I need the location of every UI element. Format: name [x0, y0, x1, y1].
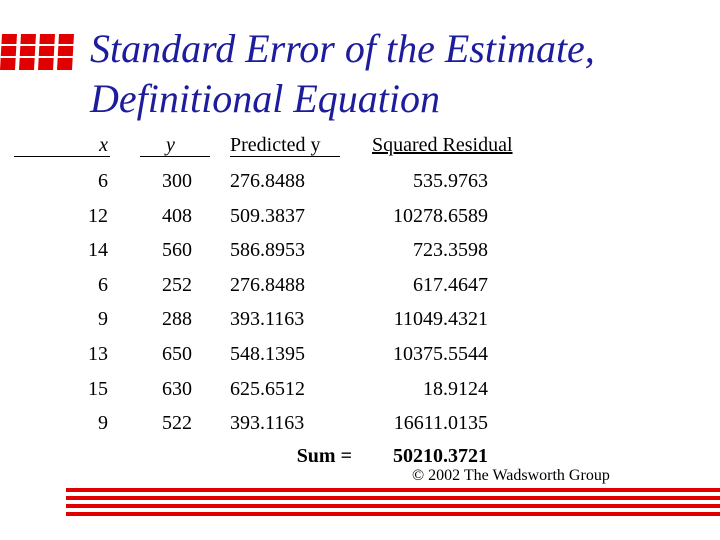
cell-predicted: 548.1395: [230, 343, 305, 365]
cell-x: 9: [98, 308, 108, 331]
cell-y: 300: [162, 170, 192, 192]
cell-squared-residual: 16611.0135: [393, 412, 488, 435]
column-header-y: y: [166, 134, 175, 156]
cell-predicted: 393.1163: [230, 412, 305, 435]
header-underline-y: [140, 156, 210, 157]
cell-x: 9: [98, 412, 108, 435]
sum-value: 50210.3721: [393, 445, 488, 467]
cell-y: 630: [162, 377, 192, 400]
cell-x: 15: [88, 377, 108, 400]
cell-squared-residual: 10375.5544: [393, 343, 488, 365]
cell-y: 522: [162, 412, 192, 435]
column-header-predicted: [230, 133, 321, 157]
cell-x: 14: [88, 239, 108, 262]
predicted-header-label: Predicted y: [230, 134, 321, 156]
header-underline-predicted: [230, 156, 340, 157]
cell-predicted: 586.8953: [230, 239, 305, 262]
column-header-squared-residual: Squared Residual: [372, 134, 513, 156]
cell-squared-residual: 535.9763: [413, 170, 488, 192]
cell-y: 650: [162, 343, 192, 365]
cell-predicted: 625.6512: [230, 377, 305, 400]
header-underline-x: [14, 156, 110, 157]
cell-x: 6: [98, 273, 108, 296]
cell-y: 252: [162, 273, 192, 296]
cell-predicted: 276.8488: [230, 170, 305, 192]
cell-y: 408: [162, 204, 192, 227]
cell-x: 6: [98, 170, 108, 192]
cell-squared-residual: 18.9124: [423, 377, 488, 400]
cell-x: 13: [88, 343, 108, 365]
cell-squared-residual: 723.3598: [413, 239, 488, 262]
cell-y: 288: [162, 308, 192, 331]
bottom-accent-lines: [66, 488, 720, 518]
slide-title-line-2: Definitional Equation: [90, 76, 440, 121]
cell-y: 560: [162, 239, 192, 262]
slide-title-line-1: Standard Error of the Estimate,: [90, 26, 595, 71]
cell-predicted: 393.1163: [230, 308, 305, 331]
cell-squared-residual: 617.4647: [413, 273, 488, 296]
cell-x: 12: [88, 204, 108, 227]
copyright-notice: © 2002 The Wadsworth Group: [412, 467, 610, 484]
column-header-x: x: [99, 134, 108, 156]
sum-label: Sum =: [296, 445, 352, 467]
cell-predicted: 509.3837: [230, 204, 305, 227]
cell-squared-residual: 11049.4321: [393, 308, 488, 331]
cell-predicted: 276.8488: [230, 273, 305, 296]
cell-squared-residual: 10278.6589: [393, 204, 488, 227]
